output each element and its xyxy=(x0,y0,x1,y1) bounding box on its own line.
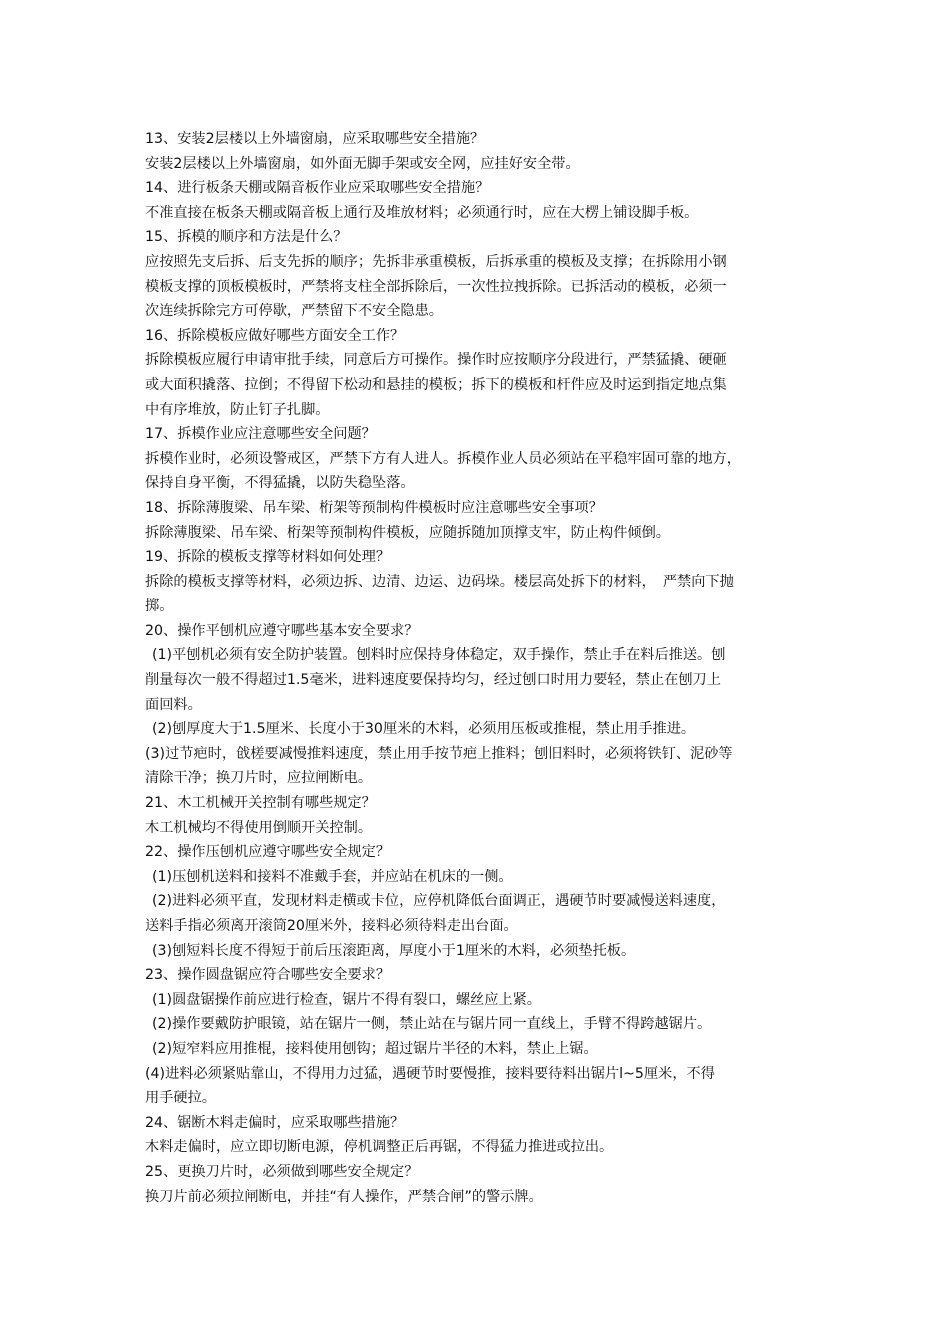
question-20: 20、操作平刨机应遵守哪些基本安全要求？ xyxy=(145,622,419,639)
answer-23-item-4-line-1: (4)进料必须紧贴靠山，不得用力过猛，遇硬节时要慢推，接料要待料出锯片l~5厘米，不得 xyxy=(145,1065,715,1082)
question-18: 18、拆除薄腹梁、吊车梁、桁架等预制构件模板时应注意哪些安全事项？ xyxy=(145,499,603,516)
answer-24: 木料走偏时，应立即切断电源，停机调整正后再锯，不得猛力推进或拉出。 xyxy=(145,1139,614,1156)
answer-19-line-2: 掷。 xyxy=(145,598,174,615)
answer-20-item-1-line-1: (1)平刨机必须有安全防护装置。刨料时应保持身体稳定，双手操作，禁止手在料后推送。刨 xyxy=(152,647,726,664)
answer-20-item-3-line-2: 清除干净；换刀片时，应拉闸断电。 xyxy=(145,770,373,787)
answer-20-item-2: (2)刨厚度大于1.5厘米、长度小于30厘米的木料，必须用压板或推棍，禁止用手推进。 xyxy=(152,721,696,738)
question-25: 25、更换刀片时，必须做到哪些安全规定？ xyxy=(145,1163,419,1180)
answer-18: 拆除薄腹梁、吊车梁、桁架等预制构件模板，应随拆随加顶撑支牢，防止构件倾倒。 xyxy=(145,524,670,541)
answer-22-item-2-line-1: (2)进料必须平直，发现材料走横或卡位，应停机降低台面调正，遇硬节时要减慢送料速度， xyxy=(152,893,726,910)
answer-17-line-2: 保持自身平衡，不得猛撬，以防失稳坠落。 xyxy=(145,475,415,492)
answer-23-item-4-line-2: 用手硬拉。 xyxy=(145,1090,216,1107)
answer-20-item-3-line-1: (3)过节疤时，戗槎要减慢推料速度，禁止用手按节疤上推料；刨旧料时，必须将铁钉、泥砂等 xyxy=(145,745,733,762)
answer-20-item-1-line-3: 面回料。 xyxy=(145,696,202,713)
answer-15-line-2: 模板支撑的顶板模板时，严禁将支柱全部拆除后，一次性拉拽拆除。已拆活动的模板，必须一 xyxy=(145,278,727,295)
answer-23-item-3: (2)短窄料应用推棍，接料使用刨钩；超过锯片半径的木料，禁止上锯。 xyxy=(152,1040,598,1057)
answer-14: 不准直接在板条天棚或隔音板上通行及堆放材料；必须通行时，应在大楞上铺设脚手板。 xyxy=(145,204,699,221)
answer-23-item-2: (2)操作要戴防护眼镜，站在锯片一侧，禁止站在与锯片同一直线上，手臂不得跨越锯片。 xyxy=(152,1016,712,1033)
answer-16-line-1: 拆除模板应履行申请审批手续，同意后方可操作。操作时应按顺序分段进行，严禁猛撬、硬砸 xyxy=(145,352,727,369)
question-15: 15、拆模的顺序和方法是什么？ xyxy=(145,229,348,246)
document-body xyxy=(145,127,825,1209)
answer-22-item-2-line-2: 送料手指必须离开滚筒20厘米外，接料必须待料走出台面。 xyxy=(145,918,518,934)
answer-21: 木工机械均不得使用倒顺开关控制。 xyxy=(145,819,373,836)
question-23: 23、操作圆盘锯应符合哪些安全要求？ xyxy=(145,967,391,984)
answer-15-line-1: 应按照先支后拆、后支先拆的顺序；先拆非承重模板，后拆承重的模板及支撑；在拆除用小钢 xyxy=(145,253,727,270)
question-22: 22、操作压刨机应遵守哪些安全规定？ xyxy=(145,844,391,861)
question-17: 17、拆模作业应注意哪些安全问题？ xyxy=(145,426,376,443)
answer-23-item-1: (1)圆盘锯操作前应进行检查，锯片不得有裂口，螺丝应上紧。 xyxy=(152,991,541,1008)
question-19: 19、拆除的模板支撑等材料如何处理？ xyxy=(145,549,391,566)
answer-13: 安装2层楼以上外墙窗扇，如外面无脚手架或安全网，应挂好安全带。 xyxy=(145,155,580,172)
answer-17-line-1: 拆模作业时，必须设警戒区，严禁下方有人进人。拆模作业人员必须站在平稳牢固可靠的地方， xyxy=(145,450,741,467)
answer-15-line-3: 次连续拆除完方可停歇，严禁留下不安全隐患。 xyxy=(145,303,443,320)
question-24: 24、锯断木料走偏时，应采取哪些措施？ xyxy=(145,1114,405,1131)
answer-25: 换刀片前必须拉闸断电，并挂“有人操作，严禁合闸”的警示牌。 xyxy=(145,1188,543,1205)
question-16: 16、拆除模板应做好哪些方面安全工作？ xyxy=(145,327,405,344)
answer-16-line-3: 中有序堆放，防止钉子扎脚。 xyxy=(145,401,330,418)
question-21: 21、木工机械开关控制有哪些规定？ xyxy=(145,795,376,812)
answer-16-line-2: 或大面积撬落、拉倒；不得留下松动和悬挂的模板；拆下的模板和杆件应及时运到指定地点集 xyxy=(145,376,727,393)
answer-19-line-1: 拆除的模板支撑等材料，必须边拆、边清、边运、边码垛。楼层高处拆下的材料， 严禁向下抛 xyxy=(145,573,734,590)
question-13: 13、安装2层楼以上外墙窗扇，应采取哪些安全措施？ xyxy=(145,131,485,147)
answer-22-item-1: (1)压刨机送料和接料不准戴手套，并应站在机床的一侧。 xyxy=(152,868,513,885)
answer-20-item-1-line-2: 削量每次一般不得超过1.5毫米，进料速度要保持均匀，经过刨口时用力要轻，禁止在刨刀上 xyxy=(145,672,721,689)
answer-22-item-3: (3)刨短料长度不得短于前后压滚距离，厚度小于1厘米的木料，必须垫托板。 xyxy=(152,942,636,959)
question-14: 14、进行板条天棚或隔音板作业应采取哪些安全措施？ xyxy=(145,180,490,197)
